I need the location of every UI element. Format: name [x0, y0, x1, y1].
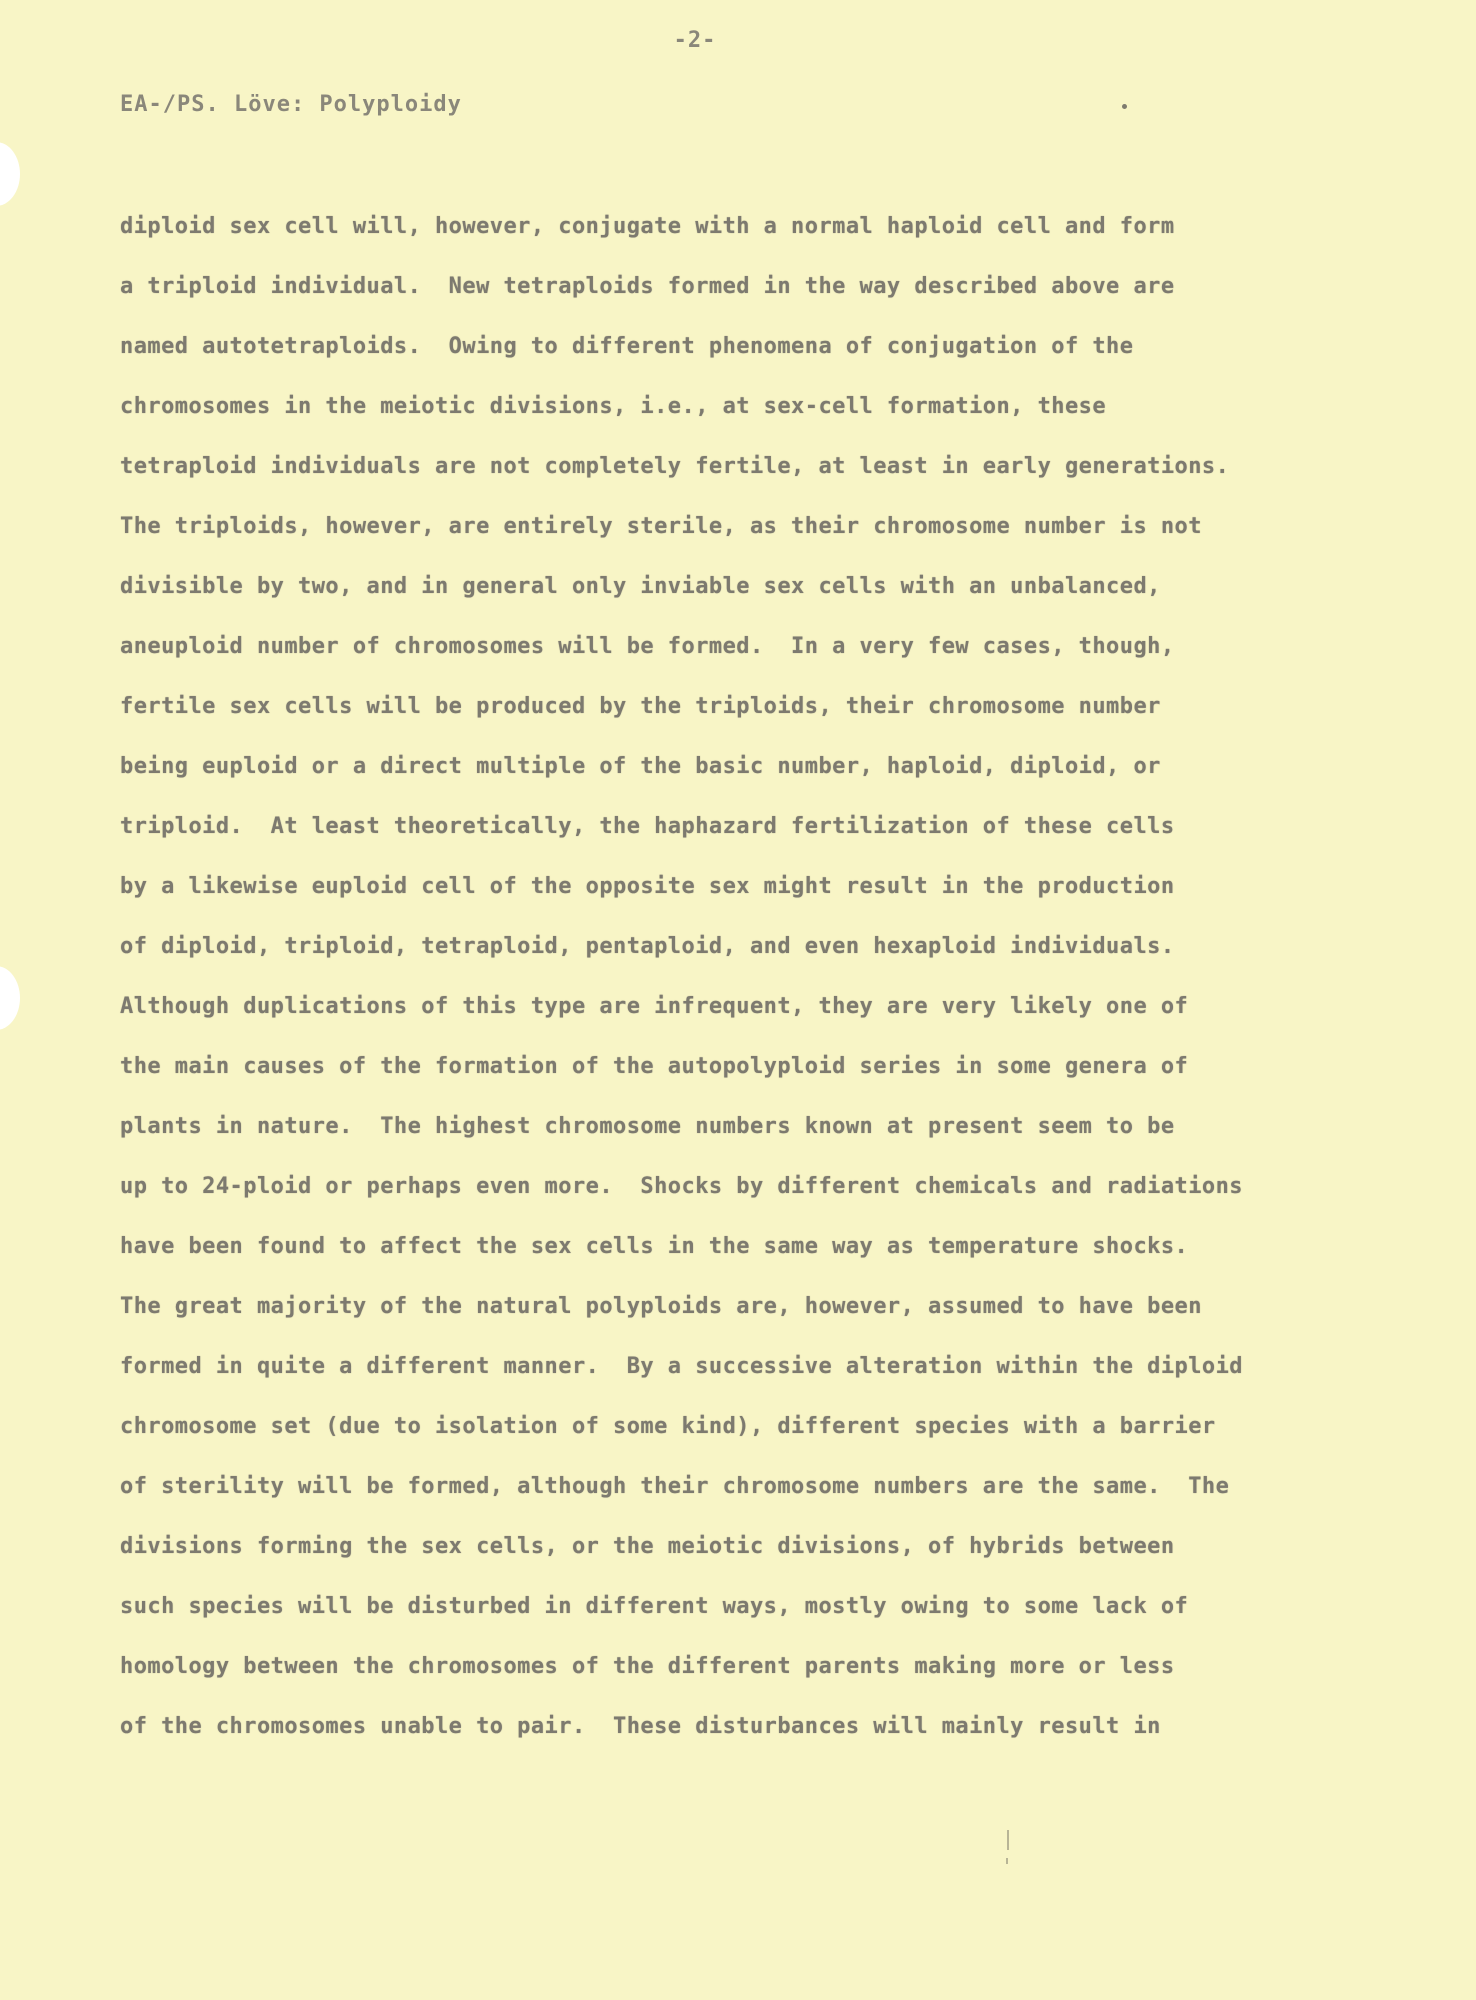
- text-line: tetraploid individuals are not completely fertile, at least in early generations.: [120, 454, 1230, 479]
- body-text: [120, 208, 1243, 1768]
- punch-hole-bottom: [0, 966, 20, 1030]
- text-line: divisions forming the sex cells, or the meiotic divisions, of hybrids between: [120, 1534, 1175, 1559]
- text-line: chromosomes in the meiotic divisions, i.e., at sex-cell formation, these: [120, 394, 1107, 419]
- stray-mark: [1007, 1830, 1009, 1850]
- text-line: divisible by two, and in general only inviable sex cells with an unbalanced,: [120, 574, 1161, 599]
- text-line: such species will be disturbed in different ways, mostly owing to some lack of: [120, 1594, 1189, 1619]
- text-line: diploid sex cell will, however, conjugate with a normal haploid cell and form: [120, 214, 1175, 239]
- text-line: being euploid or a direct multiple of the basic number, haploid, diploid, or: [120, 754, 1161, 779]
- text-line: chromosome set (due to isolation of some kind), different species with a barrier: [120, 1414, 1216, 1439]
- text-line: up to 24-ploid or perhaps even more. Shocks by different chemicals and radiations: [120, 1174, 1243, 1199]
- text-line: The triploids, however, are entirely sterile, as their chromosome number is not: [120, 514, 1202, 539]
- punch-hole-top: [0, 142, 20, 206]
- text-line: named autotetraploids. Owing to different phenomena of conjugation of the: [120, 334, 1134, 359]
- text-line: homology between the chromosomes of the different parents making more or less: [120, 1654, 1175, 1679]
- text-line: plants in nature. The highest chromosome numbers known at present seem to be: [120, 1114, 1175, 1139]
- text-line: by a likewise euploid cell of the opposite sex might result in the production: [120, 874, 1175, 899]
- text-line: fertile sex cells will be produced by the triploids, their chromosome number: [120, 694, 1161, 719]
- text-line: of sterility will be formed, although their chromosome numbers are the same. The: [120, 1474, 1230, 1499]
- running-header: EA-/PS. Löve: Polyploidy: [120, 92, 462, 117]
- text-line: The great majority of the natural polyploids are, however, assumed to have been: [120, 1294, 1202, 1319]
- header-dot-mark: [1122, 104, 1127, 109]
- text-line: triploid. At least theoretically, the haphazard fertilization of these cells: [120, 814, 1175, 839]
- text-line: aneuploid number of chromosomes will be formed. In a very few cases, though,: [120, 634, 1175, 659]
- text-line: of the chromosomes unable to pair. These disturbances will mainly result in: [120, 1714, 1161, 1739]
- stray-mark: [1006, 1858, 1008, 1864]
- text-line: a triploid individual. New tetraploids formed in the way described above are: [120, 274, 1175, 299]
- text-line: Although duplications of this type are infrequent, they are very likely one of: [120, 994, 1189, 1019]
- text-line: have been found to affect the sex cells in the same way as temperature shocks.: [120, 1234, 1189, 1259]
- text-line: of diploid, triploid, tetraploid, pentaploid, and even hexaploid individuals.: [120, 934, 1175, 959]
- text-line: the main causes of the formation of the autopolyploid series in some genera of: [120, 1054, 1189, 1079]
- page-number: -2-: [673, 28, 717, 53]
- text-line: formed in quite a different manner. By a successive alteration within the diploid: [120, 1354, 1243, 1379]
